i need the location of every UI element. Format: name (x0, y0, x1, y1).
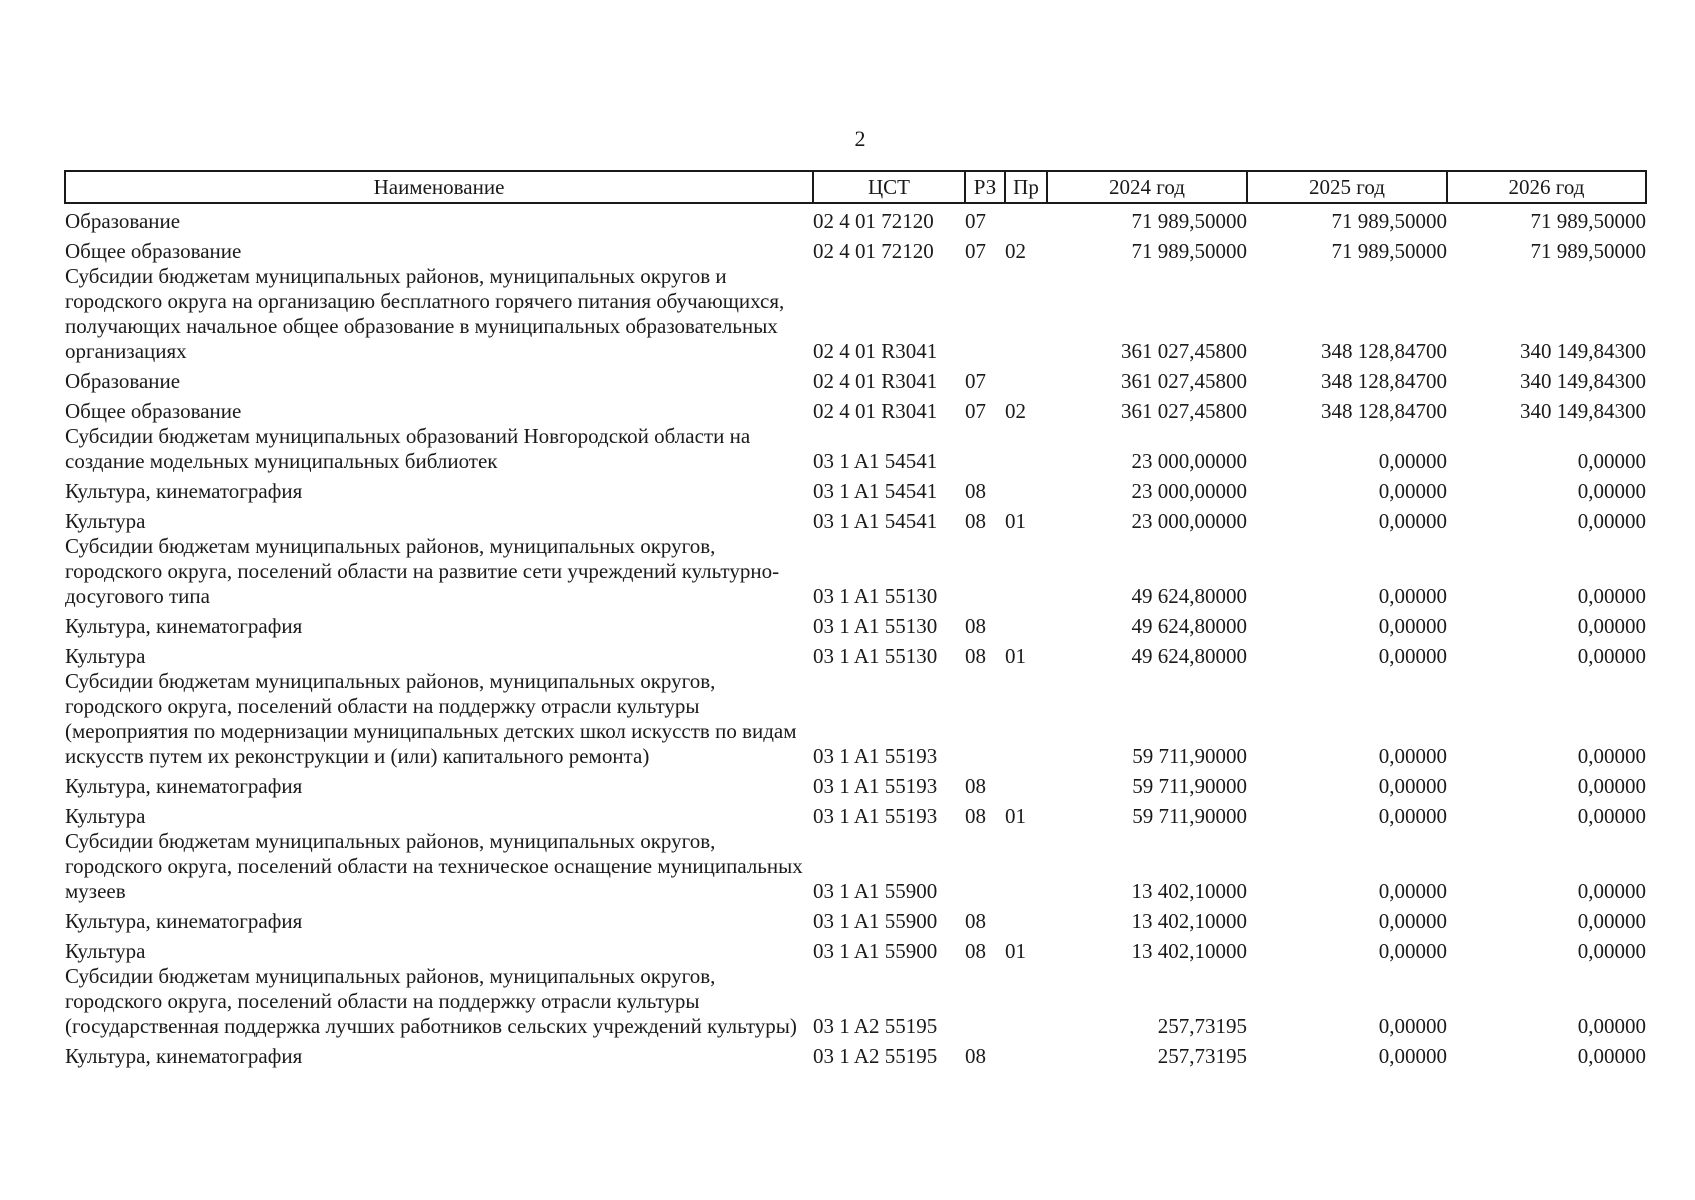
row-rz (965, 424, 1005, 474)
row-pr: 02 (1005, 399, 1026, 423)
row-2025: 0,00000 (1378, 644, 1447, 668)
row-2025: 0,00000 (1378, 614, 1447, 638)
row-2026: 0,00000 (1577, 449, 1646, 473)
table-row (65, 364, 1646, 394)
header-cst: ЦСТ (813, 171, 965, 203)
row-2026: 0,00000 (1577, 744, 1646, 768)
row-pr: 01 (1005, 644, 1026, 668)
row-2025: 0,00000 (1378, 804, 1447, 828)
row-cst: 03 1 A2 55195 (813, 1014, 938, 1038)
row-2024: 71 989,50000 (1131, 239, 1247, 263)
row-2024: 23 000,00000 (1131, 479, 1247, 503)
row-pr (1005, 1039, 1047, 1069)
page-number: 2 (854, 126, 866, 151)
row-pr (1005, 534, 1047, 609)
row-rz (965, 669, 1005, 769)
row-2026: 0,00000 (1577, 1014, 1646, 1038)
row-cst: 03 1 A1 55130 (813, 584, 938, 608)
row-rz: 08 (965, 909, 986, 933)
row-2026: 0,00000 (1577, 644, 1646, 668)
row-pr (1005, 769, 1047, 799)
row-2024: 257,73195 (1157, 1044, 1247, 1068)
row-rz: 07 (965, 239, 986, 263)
row-2024: 361 027,45800 (1121, 399, 1247, 423)
table-row (65, 769, 1646, 799)
row-2026: 0,00000 (1577, 804, 1646, 828)
row-cst: 02 4 01 R3041 (813, 399, 938, 423)
header-2025: 2025 год (1247, 171, 1447, 203)
row-rz (965, 264, 1005, 364)
table-row (65, 203, 1646, 234)
row-pr (1005, 829, 1047, 904)
row-2026: 71 989,50000 (1530, 239, 1646, 263)
row-cst: 03 1 A2 55195 (813, 1044, 938, 1068)
row-rz: 08 (965, 479, 986, 503)
row-2024: 257,73195 (1157, 1014, 1247, 1038)
row-name: Культура, кинематография (65, 614, 303, 638)
row-cst: 03 1 A1 54541 (813, 449, 938, 473)
header-name: Наименование (65, 171, 813, 203)
row-name: Культура (65, 939, 146, 963)
row-2026: 0,00000 (1577, 509, 1646, 533)
row-rz: 08 (965, 804, 986, 828)
row-2024: 361 027,45800 (1121, 339, 1247, 363)
row-2025: 0,00000 (1378, 1044, 1447, 1068)
row-2026: 340 149,84300 (1520, 369, 1646, 393)
table-body (65, 203, 1646, 1069)
table-row (65, 904, 1646, 934)
row-pr: 01 (1005, 509, 1026, 533)
row-cst: 02 4 01 72120 (813, 239, 934, 263)
row-pr (1005, 669, 1047, 769)
row-name: Культура, кинематография (65, 479, 303, 503)
row-name: Субсидии бюджетам муниципальных районов, муниципальных округов, городского округа, поселений области на поддержку отрасли культуры (мероприятия по модернизации муниципальных детских школ искусств по видам искусств путем их реконструкции и (или) капитального ремонта) (65, 669, 797, 768)
row-2026: 340 149,84300 (1520, 399, 1646, 423)
row-2026: 0,00000 (1577, 879, 1646, 903)
table-row (65, 829, 1646, 904)
row-2024: 23 000,00000 (1131, 509, 1247, 533)
row-2026: 340 149,84300 (1520, 339, 1646, 363)
row-pr (1005, 964, 1047, 1039)
row-cst: 03 1 A1 55900 (813, 939, 938, 963)
row-pr (1005, 364, 1047, 394)
header-rz: РЗ (965, 171, 1005, 203)
row-name: Культура (65, 804, 146, 828)
row-2024: 59 711,90000 (1132, 804, 1247, 828)
row-2026: 0,00000 (1577, 774, 1646, 798)
row-cst: 02 4 01 R3041 (813, 369, 938, 393)
row-2026: 0,00000 (1577, 1044, 1646, 1068)
row-rz: 08 (965, 774, 986, 798)
row-pr: 01 (1005, 939, 1026, 963)
header-pr: Пр (1005, 171, 1047, 203)
row-pr (1005, 474, 1047, 504)
row-2025: 348 128,84700 (1321, 339, 1447, 363)
row-cst: 03 1 A1 55900 (813, 909, 938, 933)
row-name: Культура, кинематография (65, 774, 303, 798)
row-2024: 59 711,90000 (1132, 744, 1247, 768)
row-rz: 07 (965, 209, 986, 233)
row-rz: 08 (965, 1044, 986, 1068)
header-2024: 2024 год (1047, 171, 1247, 203)
table-row (65, 424, 1646, 474)
row-name: Образование (65, 209, 181, 233)
row-2024: 59 711,90000 (1132, 774, 1247, 798)
row-pr (1005, 904, 1047, 934)
table-row (65, 394, 1646, 424)
row-2026: 0,00000 (1577, 479, 1646, 503)
row-2024: 13 402,10000 (1131, 879, 1247, 903)
row-rz: 08 (965, 939, 986, 963)
row-2024: 361 027,45800 (1121, 369, 1247, 393)
row-name: Культура (65, 509, 146, 533)
table-row (65, 639, 1646, 669)
table-row (65, 534, 1646, 609)
row-2025: 0,00000 (1378, 744, 1447, 768)
row-2024: 49 624,80000 (1131, 614, 1247, 638)
row-cst: 02 4 01 72120 (813, 209, 934, 233)
row-cst: 03 1 A1 55130 (813, 644, 938, 668)
row-cst: 03 1 A1 54541 (813, 509, 938, 533)
row-name: Субсидии бюджетам муниципальных районов, муниципальных округов, городского округа, поселений области на техническое оснащение муниципальных музеев (65, 829, 803, 903)
table-row (65, 1039, 1646, 1069)
row-2025: 348 128,84700 (1321, 369, 1447, 393)
row-cst: 03 1 A1 55900 (813, 879, 938, 903)
row-2024: 49 624,80000 (1131, 644, 1247, 668)
row-name: Субсидии бюджетам муниципальных районов, муниципальных округов, городского округа, поселений области на развитие сети учреждений культурно-досугового типа (65, 534, 780, 608)
table-row (65, 934, 1646, 964)
table-header-row (65, 171, 1646, 203)
row-2024: 23 000,00000 (1131, 449, 1247, 473)
row-2026: 0,00000 (1577, 909, 1646, 933)
table-row (65, 669, 1646, 769)
row-rz: 07 (965, 399, 986, 423)
row-2026: 0,00000 (1577, 939, 1646, 963)
row-rz (965, 964, 1005, 1039)
row-rz: 07 (965, 369, 986, 393)
row-2025: 0,00000 (1378, 449, 1447, 473)
row-name: Общее образование (65, 399, 242, 423)
row-2025: 348 128,84700 (1321, 399, 1447, 423)
row-2025: 71 989,50000 (1331, 209, 1447, 233)
row-2025: 0,00000 (1378, 509, 1447, 533)
row-2024: 13 402,10000 (1131, 939, 1247, 963)
table-row (65, 609, 1646, 639)
row-2024: 49 624,80000 (1131, 584, 1247, 608)
row-pr: 01 (1005, 804, 1026, 828)
row-name: Субсидии бюджетам муниципальных образований Новгородской области на создание модельных муниципальных библиотек (65, 424, 751, 473)
row-2026: 71 989,50000 (1530, 209, 1646, 233)
row-2025: 0,00000 (1378, 774, 1447, 798)
table-row (65, 964, 1646, 1039)
table-row (65, 799, 1646, 829)
row-name: Субсидии бюджетам муниципальных районов, муниципальных округов и городского округа на организацию бесплатного горячего питания обучающихся, получающих начальное общее образование в муниципальных образовательных организациях (65, 264, 785, 363)
row-2026: 0,00000 (1577, 614, 1646, 638)
row-pr (1005, 203, 1047, 234)
row-rz: 08 (965, 509, 986, 533)
budget-table (64, 170, 1647, 1069)
header-2026: 2026 год (1447, 171, 1646, 203)
row-2025: 0,00000 (1378, 479, 1447, 503)
row-2025: 0,00000 (1378, 909, 1447, 933)
row-cst: 03 1 A1 55193 (813, 744, 938, 768)
row-cst: 03 1 A1 55130 (813, 614, 938, 638)
row-2026: 0,00000 (1577, 584, 1646, 608)
row-2025: 0,00000 (1378, 939, 1447, 963)
table-row (65, 504, 1646, 534)
row-2025: 71 989,50000 (1331, 239, 1447, 263)
table-row (65, 264, 1646, 364)
row-2025: 0,00000 (1378, 584, 1447, 608)
row-2025: 0,00000 (1378, 879, 1447, 903)
row-cst: 03 1 A1 55193 (813, 804, 938, 828)
row-pr (1005, 264, 1047, 364)
row-rz (965, 534, 1005, 609)
row-cst: 03 1 A1 55193 (813, 774, 938, 798)
row-pr: 02 (1005, 239, 1026, 263)
row-name: Образование (65, 369, 181, 393)
row-rz: 08 (965, 614, 986, 638)
row-name: Культура, кинематография (65, 1044, 303, 1068)
row-2024: 13 402,10000 (1131, 909, 1247, 933)
table-row (65, 474, 1646, 504)
row-cst: 02 4 01 R3041 (813, 339, 938, 363)
row-rz (965, 829, 1005, 904)
row-name: Культура (65, 644, 146, 668)
table-row (65, 234, 1646, 264)
row-pr (1005, 609, 1047, 639)
row-name: Субсидии бюджетам муниципальных районов, муниципальных округов, городского округа, поселений области на поддержку отрасли культуры (государственная поддержка лучших работников сельских учреждений культуры) (65, 964, 797, 1038)
row-2025: 0,00000 (1378, 1014, 1447, 1038)
row-cst: 03 1 A1 54541 (813, 479, 938, 503)
row-2024: 71 989,50000 (1131, 209, 1247, 233)
row-rz: 08 (965, 644, 986, 668)
row-name: Общее образование (65, 239, 242, 263)
row-name: Культура, кинематография (65, 909, 303, 933)
row-pr (1005, 424, 1047, 474)
